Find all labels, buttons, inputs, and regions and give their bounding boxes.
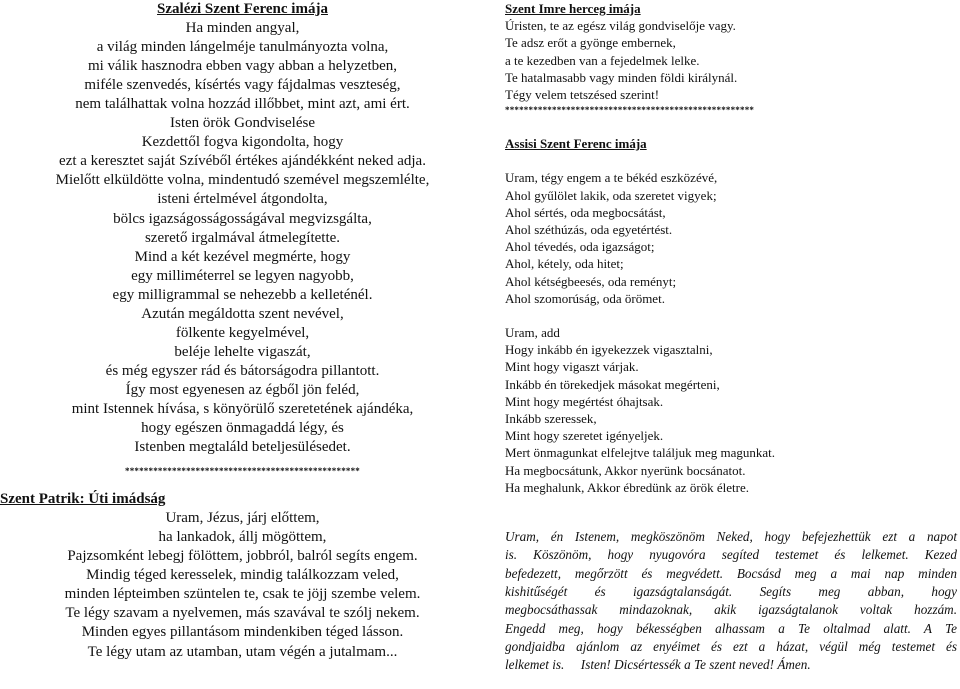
text-line: Kezdettől fogva kigondolta, hogy <box>141 134 344 151</box>
text-line: Mindig téged keresselek, mindig találkozzam veled, <box>86 567 399 584</box>
separator-stars: ************************************************** <box>125 466 360 477</box>
text-line: gondjaidba ajánlom az enyéimet és ezt a házat, végül még testemet és <box>505 638 957 654</box>
text-line: miféle szenvedés, kísértés vagy fájdalmas veszteség, <box>84 77 401 94</box>
text-line: a világ minden lángelméje tanulmányozta volna, <box>96 39 389 56</box>
text-line: nem találhattak volna hozzád illőbbet, mint azt, ami ért. <box>75 96 410 113</box>
text-line: Ha megbocsátunk, Akkor nyerünk bocsánatot. <box>505 462 746 478</box>
text-line: Istenben megtaláld beteljesülésedet. <box>134 439 351 456</box>
text-line: Pajzsomként lebegj fölöttem, jobbról, balról segíts engem. <box>67 548 418 565</box>
text-line: és még egyszer rád és bátorságodra pillantott. <box>105 362 380 379</box>
text-line: Te légy utam az utamban, utam végén a jutalmam... <box>87 643 398 660</box>
text-line: Uram, tégy engem a te békéd eszközévé, <box>505 170 718 186</box>
text-line: Minden egyes pillantásom mindenkiben téged lásson. <box>81 624 404 641</box>
text-line: Tégy velem tetszésed szerint! <box>505 87 660 103</box>
text-line: Isten örök Gondviselése <box>170 115 315 132</box>
text-line: fölkente kegyelmével, <box>175 324 310 341</box>
text-line: lelkemet is. Isten! Dicsértessék a Te szent neved! Ámen. <box>505 657 811 673</box>
text-line: Inkább szeressek, <box>505 411 597 427</box>
text-line: Ahol szomorúság, oda örömet. <box>505 290 665 306</box>
text-line: Mint hogy vigaszt várjak. <box>505 359 639 375</box>
text-line: Te légy szavam a nyelvemen, más szavával te szólj nekem. <box>65 605 420 622</box>
text-line: Mind a két kezével megmérte, hogy <box>134 248 351 265</box>
text-line: Mint hogy megértést óhajtsak. <box>505 393 664 409</box>
text-line: Ahol, kétely, oda hitet; <box>505 256 624 272</box>
text-line: Hogy inkább én igyekezzek vigasztalni, <box>505 342 713 358</box>
text-line: mint Istennek hívása, s könyörülő szeretetének ajándéka, <box>71 400 414 417</box>
assisi-stanza-1 <box>505 169 957 307</box>
text-line: Ha meghalunk, Akkor ébredünk az örök életre. <box>505 479 750 495</box>
text-line: hogy egészen önmagaddá légy, és <box>141 420 344 437</box>
text-line: egy milliméterrel se legyen nagyobb, <box>131 267 354 284</box>
text-line: Inkább én törekedjek másokat megérteni, <box>505 376 720 392</box>
text-line: kishitűségét és igazságtalanságát. Segíts meg abban, hogy <box>505 583 957 599</box>
text-line: beléje lehelte vigaszát, <box>174 343 311 360</box>
text-line: Ahol széthúzás, oda egyetértést. <box>505 222 673 238</box>
text-line: Ha minden angyal, <box>185 20 300 37</box>
prayer-title-szalezi: Szalézi Szent Ferenc imája <box>157 1 328 17</box>
right-column <box>505 0 957 674</box>
text-line: Uram, Jézus, járj előttem, <box>165 510 320 527</box>
text-line: Engedd meg, hogy békességben alhassam a Te oltalmad alatt. A Te <box>505 620 957 636</box>
text-line: isteni értelmével átgondolta, <box>157 191 328 208</box>
text-line: ha lankadok, állj mögöttem, <box>158 529 327 546</box>
text-line: Így most egyenesen az égből jön feléd, <box>125 381 360 398</box>
text-line: Mint hogy szeretet igényeljek. <box>505 428 664 444</box>
text-line: befedezett, megőrzött és megvédett. Bocsásd meg a mai nap minden <box>505 565 957 581</box>
text-line: Te adsz erőt a gyönge embernek, <box>505 35 676 51</box>
text-line: Ahol tévedés, oda igazságot; <box>505 239 655 255</box>
text-line: Uram, én Istenem, megköszönöm Neked, hogy befejezhettük ezt a napot <box>505 529 957 545</box>
text-line: ezt a keresztet saját Szívéből értékes ajándékként neked adja. <box>59 153 426 170</box>
text-line: bölcs igazságosságosságával megvizsgálta, <box>113 210 372 227</box>
text-line: Úristen, te az egész világ gondviselője vagy. <box>505 18 736 34</box>
text-line: Ahol kétségbeesés, oda reményt; <box>505 273 677 289</box>
text-line: Mert önmagunkat elfelejtve találjuk meg magunkat. <box>505 445 776 461</box>
left-column <box>0 0 485 662</box>
text-line: is. Köszönöm, hogy nyugovóra segíted testemet és lelkemet. Kezed <box>505 547 957 563</box>
closing-prayer <box>505 528 957 674</box>
text-line: szerető irgalmával átmelegítette. <box>144 229 341 246</box>
text-line: Uram, add <box>505 325 560 341</box>
text-line: a te kezedben van a fejedelmek lelke. <box>505 52 700 68</box>
separator-stars: ***************************************************** <box>505 105 755 116</box>
prayer-title-assisi: Assisi Szent Ferenc imája <box>505 136 647 152</box>
text-line: Ahol sértés, oda megbocsátást, <box>505 204 666 220</box>
text-line: Azután megáldotta szent nevével, <box>141 305 344 322</box>
assisi-stanza-2 <box>505 324 957 496</box>
text-line: Ahol gyűlölet lakik, oda szeretet vigyek; <box>505 187 717 203</box>
text-line: mi válik hasznodra ebben vagy abban a helyzetben, <box>87 58 398 75</box>
prayer-title-imre: Szent Imre herceg imája <box>505 1 641 16</box>
text-line: Mielőtt elküldötte volna, mindentudó szemével megszemlélte, <box>55 172 430 189</box>
prayer-title-patrik: Szent Patrik: Úti imádság <box>0 491 166 508</box>
text-line: Te hatalmasabb vagy minden földi királynál. <box>505 69 738 85</box>
text-line: minden lépteimben szüntelen te, csak te jöjj szembe velem. <box>64 586 421 603</box>
text-line: megbocsáthassak mindazoknak, akik igazságtalanok voltak hozzám. <box>505 602 957 618</box>
text-line: egy milligrammal se nehezebb a kelleténél. <box>112 286 373 303</box>
